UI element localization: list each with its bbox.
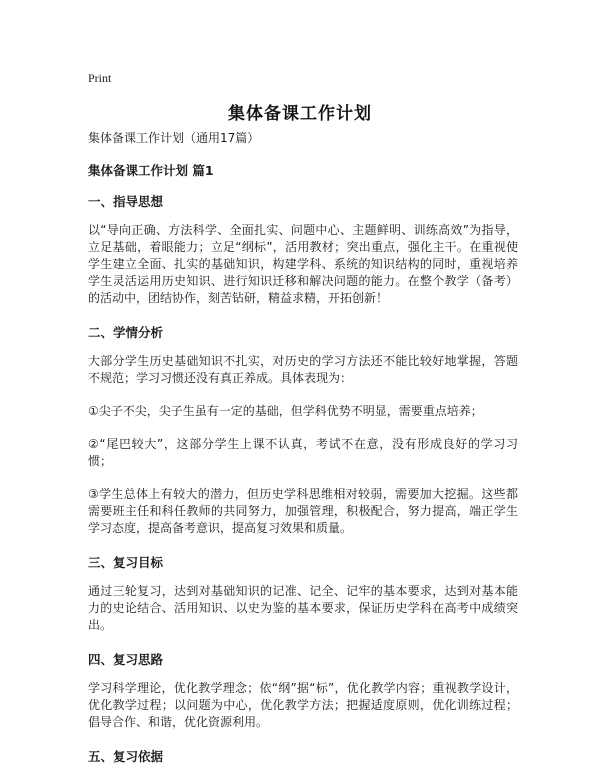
print-label[interactable]: Print [88, 71, 112, 85]
section-review-basis [88, 748, 518, 765]
paragraph: 通过三轮复习，达到对基础知识的记准、记全、记牢的基本要求，达到对基本能力的史论结合、活用知识、以史为鉴的基本要求，保证历史学科在高考中成绩突出。 [88, 584, 518, 632]
article-heading: 集体备课工作计划 篇1 [88, 163, 214, 178]
section-heading: 二、学情分析 [88, 325, 164, 340]
paragraph: ①尖子不尖，尖子生虽有一定的基础，但学科优势不明显，需要重点培养； [88, 404, 483, 418]
section-review-approach [88, 651, 518, 731]
page-title: 集体备课工作计划 [228, 104, 372, 124]
section-review-goals [88, 554, 518, 634]
document-subtitle: 集体备课工作计划（通用17篇） [88, 131, 260, 145]
section-heading: 五、复习依据 [88, 749, 164, 764]
paragraph: 大部分学生历史基础知识不扎实，对历史的学习方法还不能比较好地掌握，答题不规范；学习习惯还没有真正养成。具体表现为： [88, 354, 518, 385]
section-guiding-ideology [88, 193, 518, 307]
paragraph: ②“尾巴较大”，这部分学生上课不认真，考试不在意，没有形成良好的学习习惯； [88, 437, 518, 468]
section-student-analysis [88, 324, 518, 537]
section-heading: 三、复习目标 [88, 555, 164, 570]
paragraph: 学习科学理论，优化教学理念；依“纲”据“标”，优化教学内容；重视教学设计，优化教学过程；以问题为中心，优化教学方法；把握适度原则，优化训练过程；倡导合作、和谐，优化资源利用。 [88, 681, 518, 729]
document-body [88, 130, 518, 777]
section-heading: 四、复习思路 [88, 652, 164, 667]
paragraph: 以“导向正确、方法科学、全面扎实、问题中心、主题鲜明、训练高效”为指导，立足基础，着眼能力；立足“纲标”，活用教材；突出重点，强化主干。在重视使学生建立全面、扎实的基础知识，构建学科、系统的知识结构的同时，重视培养学生灵活运用历史知识、进行知识迁移和解决问题的能力。在整个教学（备考）的活动中，团结协作，刻苦钻研，精益求精，开拓创新！ [88, 223, 518, 305]
paragraph: ③学生总体上有较大的潜力，但历史学科思维相对较弱，需要加大挖掘。这些都需要班主任和科任教师的共同努力，加强管理，积极配合，努力提高，端正学生学习态度，提高备考意识，提高复习效果和质量。 [88, 487, 518, 535]
section-heading: 一、指导思想 [88, 194, 164, 209]
